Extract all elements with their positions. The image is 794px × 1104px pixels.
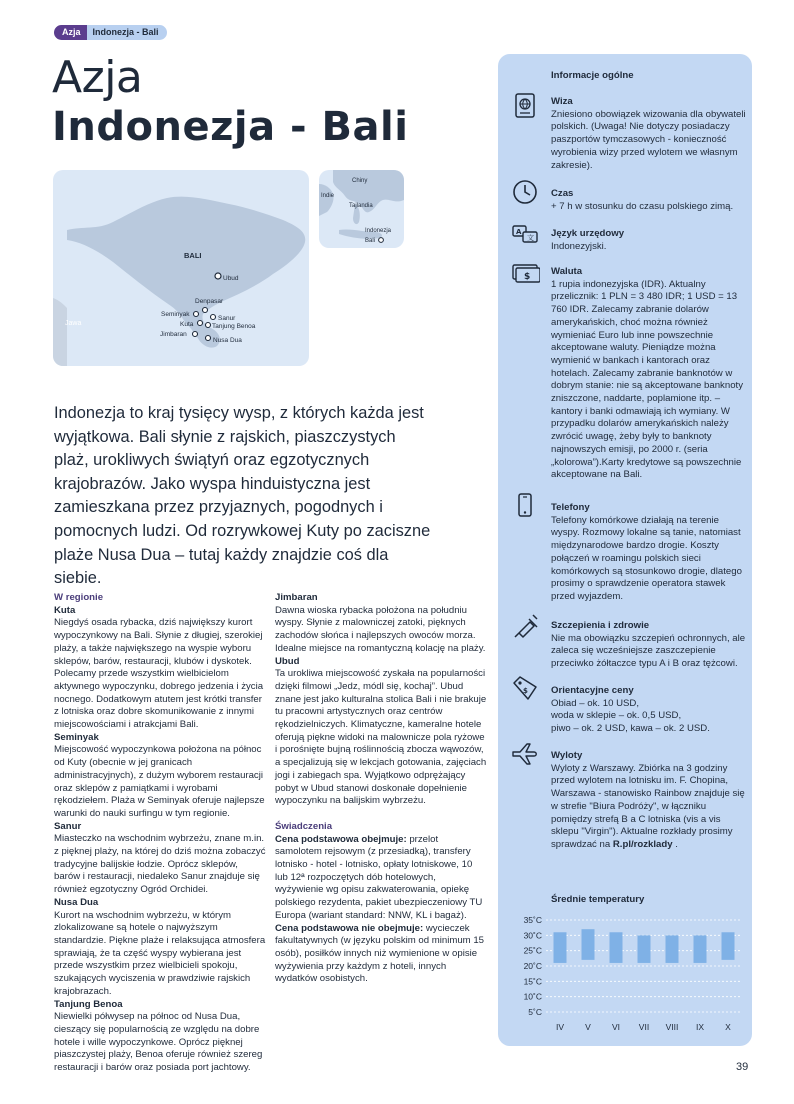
clock-icon	[510, 177, 540, 207]
temperature-chart-svg	[510, 908, 746, 1036]
region-title-seminyak: Seminyak	[54, 731, 99, 743]
services-excluded	[275, 923, 487, 987]
info-health-title: Szczepienia i zdrowie	[551, 620, 650, 631]
region-title-jimbaran: Jimbaran	[275, 592, 318, 603]
services-excluded-label: Cena podstawowa nie obejmuje:	[275, 922, 424, 934]
info-visa	[551, 96, 747, 172]
intro-text: Indonezja to kraj tysięcy wysp, z których każda jest wyjątkowa. Bali słynie z rajskich, piaszczystych plaż, urokliwych świątyń oraz egzotycznych krajobrazów. Jako wyspa hinduistyczna jest zamieszkana przez przyjaznych, pogodnych i pomocnych ludzi. Od rozrywkowej Kuty po zaciszne plaże Nusa Dua – tutaj każdy znajdzie coś dla siebie.	[54, 404, 431, 588]
info-time-title: Czas	[551, 188, 574, 199]
services-heading: Świadczenia	[275, 820, 333, 832]
mini-map-label: Bali	[365, 238, 376, 244]
chart-bar-VI	[610, 932, 623, 963]
services-included	[275, 834, 487, 923]
info-language-title: Język urzędowy	[551, 228, 625, 239]
breadcrumb-region[interactable]: Azja	[54, 25, 87, 40]
mini-map-label: Chiny	[352, 178, 368, 184]
mini-map-label: Tajlandia	[349, 203, 373, 209]
info-visa-text: Zniesiono obowiązek wizowania dla obywateli polskich. (Uwaga! Nie dotyczy posiadaczy paszportów tymczasowych - konieczność wyrobienia wizy przed wylotem we własnym zakresie).	[551, 108, 746, 171]
temperature-chart-title: Średnie temperatury	[551, 894, 645, 905]
regions-heading: W regionie	[54, 592, 104, 603]
page-title-region: Azja	[52, 52, 143, 103]
chart-y-tick-label: 15˚C	[523, 976, 542, 987]
mini-map-bali-pin[interactable]	[379, 238, 384, 243]
chart-y-tick-label: 25˚C	[523, 945, 542, 956]
chart-y-tick-label: 5˚C	[528, 1007, 542, 1017]
info-prices-line: piwo – ok. 2 USD, kawa – ok. 2 USD.	[551, 723, 710, 735]
info-prices-line: woda w sklepie – ok. 0,5 USD,	[551, 710, 682, 722]
region-mini-map	[319, 170, 404, 248]
info-flights-suffix: .	[672, 838, 678, 850]
info-phones	[551, 502, 747, 604]
info-currency-text: 1 rupia indonezyjska (IDR). Aktualny przelicznik: 1 PLN = 3 480 IDR; 1 USD = 13 760 IDR. Zalecamy zabranie dolarów amerykańskich, choć można również wymieniać Euro lub inne powszechnie akceptowane waluty. Pieniądze można wymienić w bankach i kantorach oraz hotelach. Zalecamy zabranie banknotów w dobrym stanie: nie są akceptowane banknoty zniszczone, naddarte, poplamione itp. – kantory i banki odmawiają ich wymiany. W przypadku dolarów amerykańskich należy zwrócić uwagę, żeby były to banknoty najnowszych emisji, po 2000 r. (seria „kolorowa”).Karty kredytowe są powszechnie akceptowane na Bali.	[551, 278, 743, 481]
info-flights-title: Wyloty	[551, 750, 583, 761]
syringe-icon	[510, 612, 540, 642]
chart-y-tick-label: 35˚C	[523, 915, 542, 925]
phone-icon	[510, 490, 540, 520]
info-time-text: + 7 h w stosunku do czasu polskiego zimą.	[551, 200, 734, 212]
mini-map-graphic	[319, 170, 404, 248]
map-place-label: Denpasar	[195, 298, 224, 305]
region-title-ubud: Ubud	[275, 655, 300, 667]
info-flights-body	[551, 763, 747, 852]
map-place-label: Tanjung Benoa	[212, 323, 256, 330]
region-title-sanur: Sanur	[54, 820, 82, 832]
info-language	[551, 228, 747, 253]
info-phones-title: Telefony	[551, 502, 590, 513]
bali-map-graphic	[53, 170, 309, 366]
chart-bar-IV	[554, 932, 567, 963]
chart-y-tick-label: 20˚C	[523, 961, 542, 971]
mini-map-label: Indonezja	[365, 228, 392, 234]
region-text-jimbaran: Dawna wioska rybacka położona na południu wyspy. Słynie z malowniczej zatoki, pięknych zachodów słońca i najlepszych owoców morza. Idealne miejsce na romantyczną kolację na plaży.	[275, 604, 486, 654]
info-language-text: Indonezyjski.	[551, 240, 607, 252]
chart-x-tick-label: IV	[555, 1022, 565, 1032]
info-health-text: Nie ma obowiązku szczepień ochronnych, ale zaleca się wcześniejsze zaszczepienie przeciwko żółtaczce typu A i B oraz tężcowi.	[551, 632, 746, 670]
services-included-label: Cena podstawowa obejmuje:	[275, 833, 407, 845]
map-place-label: Kuta	[180, 321, 194, 328]
chart-bar-IX	[694, 935, 707, 963]
chart-x-tick-label: VI	[611, 1022, 621, 1032]
info-currency-title: Waluta	[551, 266, 583, 277]
temperature-chart	[510, 908, 746, 1036]
bali-map	[53, 170, 309, 366]
regions-column-1	[54, 592, 266, 1075]
info-prices-title: Orientacyjne ceny	[551, 685, 634, 696]
price-tag-icon	[510, 673, 540, 703]
services-included-text: przelot samolotem rejsowym (z przesiadką), transfery lotnisko - hotel - lotnisko, opłaty lotniskowe, 10 lub 12ª rozpoczętych dób hotelowych, wyżywienie wg opisu zakwaterowania, opiekę polskiego rezydenta, pakiet ubezpieczeniowy TU Europa (wariant standard: NNW, KL i bagaż).	[275, 833, 483, 921]
page-number: 39	[736, 1061, 749, 1073]
info-visa-title: Wiza	[551, 96, 573, 107]
passport-icon	[510, 90, 540, 120]
map-place-label: Ubud	[223, 275, 239, 282]
chart-x-tick-label: VII	[638, 1022, 650, 1032]
map-place-label: Seminyak	[161, 311, 190, 318]
region-text-tanjung-benoa: Niewielki półwysep na północ od Nusa Dua, cieszący się popularnością ze względu na dobre hotele i wille wypoczynkowe. Oprócz pięknej piaszczystej plaży, Benoa oferuje również szereg restauracji i barów oraz posiada port jachtowy.	[54, 1011, 263, 1074]
chart-x-tick-label: VIII	[665, 1022, 679, 1032]
money-icon	[510, 258, 540, 288]
region-title-kuta: Kuta	[54, 604, 76, 616]
info-time	[551, 188, 747, 213]
svg-text:$: $	[523, 687, 528, 695]
region-text-seminyak: Miejscowość wypoczynkowa położona na północ od Kuty (obecnie w jej granicach administracyjnych), z dużym wyborem restauracji oraz sklepów z pamiątkami i wyrobami rękodziełem. Plaża w Seminyak oferuje najlepsze warunki do nauki surfingu w tym regionie.	[54, 744, 265, 819]
region-text-ubud: Ta urokliwa miejscowość zyskała na popularności dzięki filmowi „Jedz, módl się, kochaj”. Ubud znane jest jako kulturalna stolica Bali i nie brakuje tu pracowni artystycznych oraz centrów rękodzielniczych. Klimatyczne, kameralne hotele oferują piękne widoki na malownicze pola ryżowe i porośnięte bujną roślinnością zbocza wąwozów, a specjalizują się w lekcjach gotowania, zajęciach jogi i zabiegach spa. Wyjątkowo odprężający pobyt w Ubud stanowi doskonałe dopełnienie wypoczynku na balijskim wybrzeżu.	[275, 668, 487, 807]
chart-x-tick-label: V	[585, 1022, 591, 1032]
info-flights-text: Wyloty z Warszawy. Zbiórka na 3 godziny przed wylotem na lotnisku im. F. Chopina, Warszawa - stanowisko Rainbow znajduje się w strefie "Biura Podróży", w łączniku pomiędzy strefą B a C lotniska (vis a vis sklepu "Virgin"). Aktualne rozkłady prosimy sprawdzać na	[551, 762, 745, 850]
map-pin-sanur[interactable]	[211, 315, 237, 323]
plane-icon	[510, 739, 540, 769]
services-excluded-text: wycieczek fakultatywnych (w języku polskim od minimum 15 osób), posiłków innych niż wymienione w opisie wyżywienia przy każdym z hoteli, innych wydatków osobistych.	[275, 922, 485, 985]
info-flights	[551, 750, 747, 852]
chart-y-tick-label: 30˚C	[523, 930, 542, 941]
chart-bar-X	[722, 932, 735, 960]
info-phones-text: Telefony komórkowe działają na terenie wyspy. Rozmowy lokalne są tanie, natomiast międzynarodowe bardzo drogie. Koszty połączeń w roamingu polskich sieci komórkowych są stosunkowo drogie, dlatego prosimy o sprawdzenie operatora stawek przed wyjazdem.	[551, 514, 742, 602]
map-sea-label: Jawa	[65, 320, 82, 327]
schedule-link[interactable]: R.pl/rozklady	[612, 838, 673, 850]
map-island-label: BALI	[184, 251, 202, 260]
map-place-label: Jimbaran	[160, 331, 187, 338]
mini-map-label: Indie	[321, 193, 335, 199]
map-place-label: Sanur	[218, 315, 236, 322]
chart-y-tick-label: 10˚C	[523, 991, 542, 1002]
chart-x-tick-label: X	[725, 1022, 731, 1032]
region-title-tanjung-benoa: Tanjung Benoa	[54, 998, 123, 1010]
chart-x-tick-label: IX	[695, 1022, 705, 1032]
info-heading: Informacje ogólne	[551, 70, 634, 81]
regions-column-2	[275, 592, 487, 986]
region-title-nusa-dua: Nusa Dua	[54, 896, 99, 908]
svg-text:$: $	[524, 272, 531, 282]
breadcrumb	[54, 25, 167, 40]
info-health	[551, 620, 747, 671]
region-text-kuta: Niegdyś osada rybacka, dziś największy kurort wypoczynkowy na Bali. Słynie z długiej, szerokiej plaży, a także największego na wyspie wyboru sklepów, barów, restauracji, klubów i dyskotek. Polecamy przede wszystkim wielbicielom aktywnego wypoczynku, dobrego jedzenia i życia nocnego. Dodatkowym atutem jest krótki transfer z lotniska oraz dobre skomunikowanie z innymi miejscowościami i atrakcjami Bali.	[54, 617, 264, 731]
language-icon	[510, 220, 540, 250]
svg-text:A: A	[516, 228, 522, 236]
map-place-label: Nusa Dua	[213, 337, 242, 344]
page-title-country: Indonezja - Bali	[52, 104, 409, 150]
info-prices-line: Obiad – ok. 10 USD,	[551, 697, 639, 709]
map-pin-tanjung-benoa[interactable]	[206, 323, 256, 331]
chart-bar-VIII	[666, 935, 679, 963]
breadcrumb-country[interactable]: Indonezja - Bali	[87, 25, 167, 40]
map-pin-jimbaran[interactable]	[160, 331, 198, 338]
svg-text:文: 文	[527, 234, 534, 242]
info-prices	[551, 685, 747, 736]
info-currency	[551, 266, 747, 482]
chart-bar-VII	[638, 935, 651, 963]
region-text-nusa-dua: Kurort na wschodnim wybrzeżu, w którym zlokalizowane są hotele o najwyższym standardzie. Piękne plaże i relaksująca atmosfera sprawiają, że ta część wyspy wybierana jest przede wszystkim przez wielbicieli spokoju, szukających wyciszenia w prawdziwie rajskich krajobrazach.	[54, 909, 266, 997]
chart-bar-V	[582, 929, 595, 960]
region-text-sanur: Miasteczko na wschodnim wybrzeżu, znane m.in. z pięknej plaży, na której do dziś można zobaczyć tradycyjne balijskie łodzie. Oprócz sklepów, barów i restauracji, niedaleko Sanur znajduje się również egzotyczny Ogród Orchidei.	[54, 833, 266, 896]
